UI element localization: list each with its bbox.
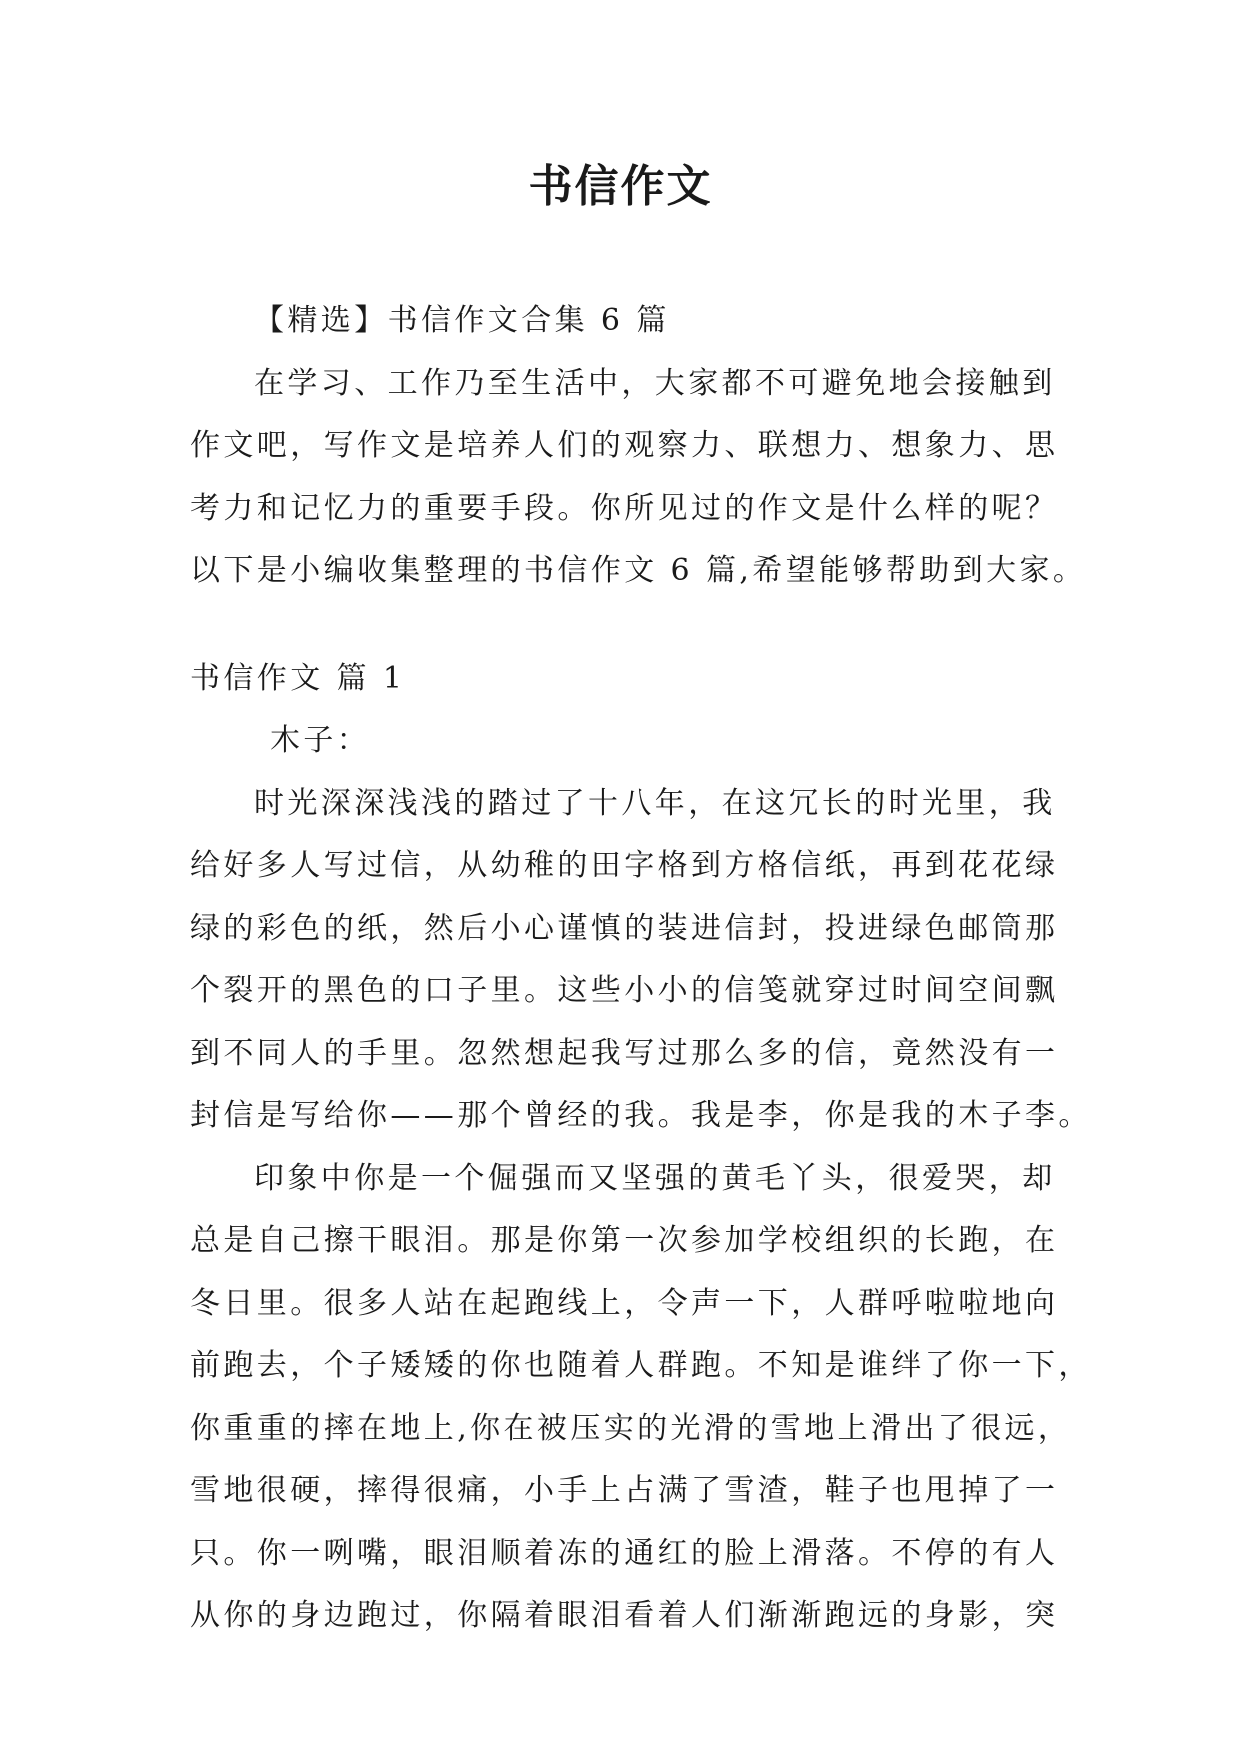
paragraph-line: 印象中你是一个倔强而又坚强的黄毛丫头，很爱哭，却 xyxy=(254,1160,1056,1196)
intro-line: 考力和记忆力的重要手段。你所见过的作文是什么样的呢？ xyxy=(190,490,1059,526)
paragraph-line: 给好多人写过信，从幼稚的田字格到方格信纸，再到花花绿 xyxy=(190,848,1059,883)
section-heading: 书信作文 篇 1 xyxy=(190,660,406,696)
paragraph-line: 时光深深浅浅的踏过了十八年，在这冗长的时光里，我 xyxy=(254,785,1056,821)
paragraph-line: 冬日里。很多人站在起跑线上，令声一下，人群呼啦啦地向 xyxy=(190,1285,1059,1321)
section-gap xyxy=(190,603,1052,648)
intro-line: 作文吧，写作文是培养人们的观察力、联想力、想象力、思 xyxy=(190,428,1059,463)
letter-salutation: 木子： xyxy=(270,723,371,758)
paragraph-line: 从你的身边跑过，你隔着眼泪看着人们渐渐跑远的身影，突 xyxy=(190,1598,1059,1633)
document-body xyxy=(190,290,1092,1648)
intro-line: 以下是小编收集整理的书信作文 6 篇,希望能够帮助到大家。 xyxy=(190,553,1087,588)
paragraph-line: 到不同人的手里。忽然想起我写过那么多的信，竟然没有一 xyxy=(190,1035,1059,1071)
paragraph-line: 封信是写给你——那个曾经的我。我是李，你是我的木子李。 xyxy=(190,1098,1092,1133)
paragraph-line: 只。你一咧嘴，眼泪顺着冻的通红的脸上滑落。不停的有人 xyxy=(190,1535,1059,1571)
paragraph-line: 你重重的摔在地上,你在被压实的光滑的雪地上滑出了很远， xyxy=(190,1410,1072,1446)
document-title: 书信作文 xyxy=(528,161,713,212)
paragraph-line: 个裂开的黑色的口子里。这些小小的信笺就穿过时间空间飘 xyxy=(190,973,1059,1008)
paragraph-line: 总是自己擦干眼泪。那是你第一次参加学校组织的长跑，在 xyxy=(190,1223,1059,1258)
paragraph-line: 绿的彩色的纸，然后小心谨慎的装进信封，投进绿色邮筒那 xyxy=(190,910,1059,946)
paragraph-line: 雪地很硬，摔得很痛，小手上占满了雪渣，鞋子也甩掉了一 xyxy=(190,1473,1059,1508)
intro-line: 在学习、工作乃至生活中，大家都不可避免地会接触到 xyxy=(254,365,1056,401)
paragraph-line: 前跑去，个子矮矮的你也随着人群跑。不知是谁绊了你一下， xyxy=(190,1348,1092,1383)
intro-heading: 【精选】书信作文合集 6 篇 xyxy=(254,303,670,338)
